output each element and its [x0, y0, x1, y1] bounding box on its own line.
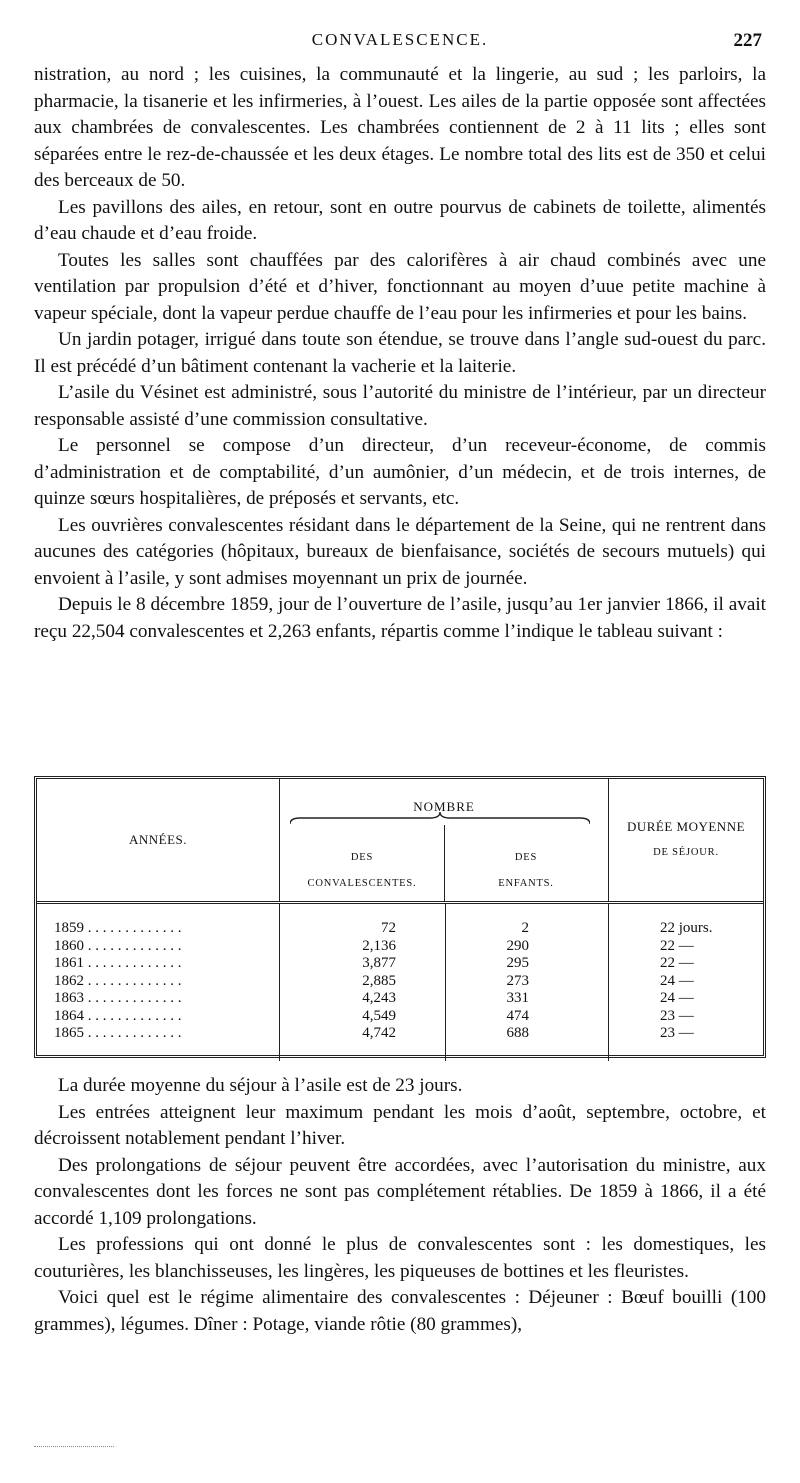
conv-cell: 4,742	[362, 1025, 396, 1041]
header-duree-line1: DURÉE MOYENNE	[626, 819, 746, 834]
year-cell: 1859 . . . . . . . . . . . . .	[54, 920, 182, 936]
conv-cell: 2,885	[362, 972, 396, 989]
year-cell: 1862 . . . . . . . . . . . . .	[54, 972, 182, 989]
body-text-bottom	[34, 1073, 766, 1338]
conv-cell: 2,136	[362, 937, 396, 954]
header-enf-line1: DES	[514, 852, 538, 863]
enf-cell: 273	[506, 972, 529, 989]
enf-cell: 474	[506, 1007, 529, 1024]
enf-cell: 290	[506, 937, 529, 954]
running-title: CONVALESCENCE.	[311, 30, 489, 49]
enfants-column	[446, 903, 609, 1062]
paragraph: nistration, au nord ; les cuisines, la communauté et la lingerie, au sud ; les parloirs, la pharmacie, la tisanerie et les infirmeries, à l’ouest. Les ailes de la partie opposée sont affectées aux chambrées de convalescentes. Les chambrées contiennent de 2 à 11 lits ; elles sont séparées entre le rez-de-chaussée et les deux étages. Le nombre total des lits est de 350 et celui des berceaux de 50.	[34, 64, 766, 191]
header-duree	[609, 779, 764, 903]
year-cell: 1861 . . . . . . . . . . . . .	[54, 955, 182, 971]
duree-column	[609, 903, 764, 1062]
year-cell: 1864 . . . . . . . . . . . . .	[54, 1007, 182, 1024]
header-enfants	[444, 845, 608, 897]
statistics-table	[34, 776, 766, 1058]
duree-cell: 23 —	[660, 1007, 694, 1024]
paragraph: Les ouvrières convalescentes résidant dans le département de la Seine, qui ne rentrent dans aucunes des catégories (hôpitaux, bureaux de bienfaisance, sociétés de secours mutuels) qui envoient à l’asile, y sont admises moyennant un prix de journée.	[34, 514, 766, 589]
paragraph: Les entrées atteignent leur maximum pendant les mois d’août, septembre, octobre, et décroissent notablement pendant l’hiver.	[34, 1101, 766, 1149]
header-nombre-group	[280, 779, 609, 903]
paragraph: La durée moyenne du séjour à l’asile est de 23 jours.	[58, 1075, 463, 1096]
page-number: 227	[733, 30, 762, 51]
paragraph: Les pavillons des ailes, en retour, sont en outre pourvus de cabinets de toilette, alimentés d’eau chaude et d’eau froide.	[34, 196, 766, 244]
page-header	[0, 30, 800, 54]
conv-cell: 4,243	[362, 990, 396, 1006]
enf-cell: 295	[506, 955, 529, 971]
year-cell: 1860 . . . . . . . . . . . . .	[54, 937, 182, 954]
header-years: ANNÉES.	[37, 779, 280, 903]
enf-cell: 2	[521, 920, 529, 936]
enf-cell: 688	[506, 1025, 529, 1041]
header-nombre: NOMBRE	[413, 799, 475, 814]
paragraph: Des prolongations de séjour peuvent être accordées, avec l’autorisation du ministre, aux convalescentes dont les forces ne sont pas complétement rétablies. De 1859 à 1866, il a été accordé 1,109 prolongations.	[34, 1154, 766, 1229]
conv-cell: 72	[381, 920, 396, 936]
header-enf-line2: ENFANTS.	[498, 878, 554, 889]
header-convalescentes	[280, 845, 444, 897]
paragraph: L’asile du Vésinet est administré, sous l’autorité du ministre de l’intérieur, par un directeur responsable assisté d’une commission consultative.	[34, 382, 766, 430]
header-conv-line1: DES	[350, 852, 374, 863]
brace-icon	[290, 811, 590, 825]
duree-cell: 22 —	[660, 955, 694, 971]
body-text-top	[34, 62, 766, 645]
table-header-row	[37, 779, 763, 903]
duree-cell: 23 —	[660, 1025, 694, 1041]
paragraph: Toutes les salles sont chauffées par des calorifères à air chaud combinés avec une ventilation par propulsion d’été et d’hiver, fonctionnant au moyen d’uue petite machine à vapeur spéciale, dont la vapeur perdue chauffe de l’eau pour les infirmeries et pour les bains.	[34, 249, 766, 324]
year-cell: 1865 . . . . . . . . . . . . .	[54, 1025, 182, 1041]
duree-cell: 24 —	[660, 990, 694, 1006]
duree-cell: 24 —	[660, 972, 694, 989]
year-cell: 1863 . . . . . . . . . . . . .	[54, 990, 182, 1006]
convalescentes-column	[280, 903, 446, 1062]
duree-cell: 22 —	[660, 937, 694, 954]
paragraph: Les professions qui ont donné le plus de convalescentes sont : les domestiques, les couturières, les blanchisseuses, les lingères, les piqueuses de bottines et les fleuristes.	[34, 1234, 766, 1282]
table-body-row	[37, 903, 763, 1062]
conv-cell: 3,877	[362, 955, 396, 971]
paragraph: Voici quel est le régime alimentaire des convalescentes : Déjeuner : Bœuf bouilli (100 grammes), légumes. Dîner : Potage, viande rôtie (80 grammes),	[34, 1287, 766, 1335]
duree-cell: 22 jours.	[660, 920, 713, 936]
header-duree-line2: DE SÉJOUR.	[653, 847, 719, 858]
conv-cell: 4,549	[362, 1007, 396, 1024]
years-column	[37, 903, 280, 1062]
footer-rule	[34, 1446, 114, 1447]
enf-cell: 331	[506, 990, 529, 1006]
paragraph: Depuis le 8 décembre 1859, jour de l’ouverture de l’asile, jusqu’au 1er janvier 1866, il avait reçu 22,504 convalescentes et 2,263 enfants, répartis comme l’indique le tableau suivant :	[34, 594, 766, 642]
paragraph: Le personnel se compose d’un directeur, d’un receveur-économe, de commis d’administration et de comptabilité, d’un aumônier, d’un médecin, et de trois internes, de quinze sœurs hospitalières, de préposés et servants, etc.	[34, 435, 766, 509]
paragraph: Un jardin potager, irrigué dans toute son étendue, se trouve dans l’angle sud-ouest du parc. Il est précédé d’un bâtiment contenant la vacherie et la laiterie.	[34, 329, 766, 377]
header-conv-line2: CONVALESCENTES.	[307, 878, 417, 889]
